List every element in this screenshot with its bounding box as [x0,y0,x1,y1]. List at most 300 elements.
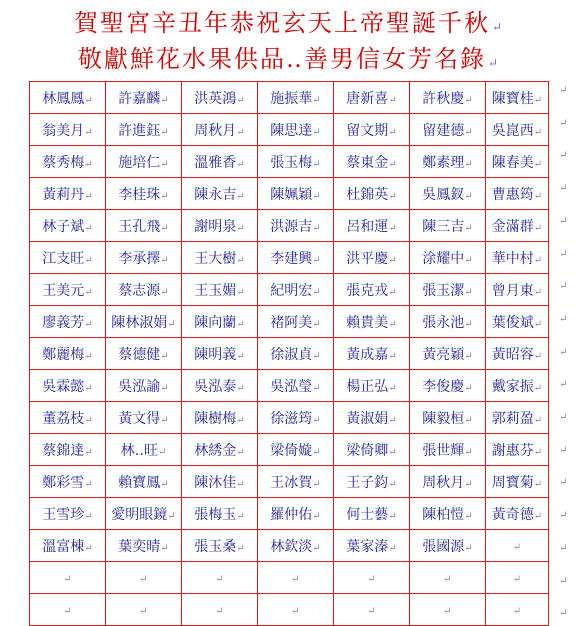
row-end-mark-icon: ↵ [559,248,568,260]
name-cell [486,114,549,146]
donor-name: 洪平慶 [346,250,389,267]
cell-end-mark-icon: ↵ [388,126,397,138]
cell-end-mark-icon: ↵ [160,254,169,266]
cell-end-mark-icon: ↵ [512,605,522,617]
donor-name: 周寶菊 [491,474,534,491]
name-cell [410,242,486,274]
cell-end-mark-icon: ↵ [388,94,397,106]
cell-end-mark-icon: ↵ [533,94,543,106]
name-cell [106,402,182,434]
name-cell [30,434,106,466]
name-cell [334,370,410,402]
donor-name: 王雪珍 [42,506,85,523]
donor-name: 王孔飛 [118,218,161,235]
name-cell [486,210,549,242]
row-end-mark-icon: ↵ [559,150,568,162]
name-cell [30,466,106,498]
table-row [30,82,549,114]
row-end-mark-icon: ↵ [559,313,568,325]
name-cell [334,498,410,530]
document-title-line-2 [0,44,576,78]
row-end-mark-icon: ↵ [559,379,568,391]
cell-end-mark-icon: ↵ [312,350,321,362]
cell-end-mark-icon: ↵ [215,573,224,585]
cell-end-mark-icon: ↵ [533,286,543,298]
cell-end-mark-icon: ↵ [84,350,93,362]
cell-end-mark-icon: ↵ [388,446,397,458]
row-end-mark-icon: ↵ [559,542,568,554]
name-cell [106,594,182,626]
donor-name: 張玉桑 [194,538,237,555]
name-cell [106,306,182,338]
name-cell [410,82,486,114]
name-cell [334,210,410,242]
donor-name: 戴家振 [491,378,534,395]
name-cell [486,434,549,466]
name-cell [258,306,334,338]
name-cell [258,402,334,434]
cell-end-mark-icon: ↵ [160,222,169,234]
name-cell [334,242,410,274]
table-row [30,306,549,338]
cell-end-mark-icon: ↵ [312,254,321,266]
cell-end-mark-icon: ↵ [160,158,169,170]
cell-end-mark-icon: ↵ [160,414,169,426]
donor-name: 陳沐佳 [194,474,237,491]
cell-end-mark-icon: ↵ [443,605,452,617]
name-cell [106,338,182,370]
donor-name: 王玉媚 [194,282,237,299]
name-cell [486,466,549,498]
name-cell [334,306,410,338]
name-cell [410,434,486,466]
donor-name: 張國源 [422,538,465,555]
cell-end-mark-icon: ↵ [236,510,245,522]
row-end-mark-icon: ↵ [559,477,568,489]
table-row [30,466,549,498]
name-cell [182,594,258,626]
donor-name: 洪英鴻 [194,90,237,107]
cell-end-mark-icon: ↵ [160,350,169,362]
name-cell [410,306,486,338]
cell-end-mark-icon: ↵ [236,158,245,170]
name-cell [334,146,410,178]
name-cell [30,146,106,178]
cell-end-mark-icon: ↵ [236,446,245,458]
cell-end-mark-icon: ↵ [512,573,522,585]
cell-end-mark-icon: ↵ [84,222,93,234]
donor-name: 黃亮穎 [422,346,465,363]
donor-name: 林欽淡 [270,538,313,555]
name-cell [410,210,486,242]
row-end-mark-icon: ↵ [559,281,568,293]
cell-end-mark-icon: ↵ [84,318,93,330]
donor-name: 林綉金 [194,442,237,459]
row-end-mark-icon: ↵ [559,608,568,620]
name-cell [410,146,486,178]
donor-name: 董荔枝 [42,410,85,427]
name-cell [486,338,549,370]
donor-name: 梁倚卿 [346,442,389,459]
cell-end-mark-icon: ↵ [236,222,245,234]
name-cell [258,530,334,562]
cell-end-mark-icon: ↵ [139,605,148,617]
cell-end-mark-icon: ↵ [312,414,321,426]
donor-name: 徐淑貞 [270,346,313,363]
donor-name: 許嘉麟 [118,90,161,107]
donor-name: 吳泓泰 [194,378,237,395]
name-cell [258,338,334,370]
cell-end-mark-icon: ↵ [312,158,321,170]
donor-name: 鄭素理 [422,154,465,171]
cell-end-mark-icon: ↵ [84,158,93,170]
donor-name: 華中村 [491,250,534,267]
cell-end-mark-icon: ↵ [160,382,169,394]
name-cell [258,370,334,402]
table-row [30,434,549,466]
name-cell [106,242,182,274]
donor-name: 王子鈞 [346,474,389,491]
name-cell [182,562,258,594]
cell-end-mark-icon: ↵ [464,254,473,266]
donor-name: 溫富棟 [42,538,85,555]
name-cell [410,370,486,402]
donor-name: 王大樹 [194,250,237,267]
donor-name: 羅仲佑 [270,506,313,523]
name-cell [258,146,334,178]
cell-end-mark-icon: ↵ [533,446,543,458]
cell-end-mark-icon: ↵ [215,605,224,617]
donor-name: 張世輝 [422,442,465,459]
cell-end-mark-icon: ↵ [291,573,300,585]
donor-name: 紀明宏 [270,282,313,299]
donor-name: 蔡秀梅 [42,154,85,171]
cell-end-mark-icon: ↵ [84,286,93,298]
paragraph-mark-icon: ↵ [487,56,499,70]
name-cell [258,242,334,274]
name-cell [334,402,410,434]
table-row [30,114,549,146]
name-cell [182,338,258,370]
table-row [30,146,549,178]
donor-name: 賴寶鳳 [118,474,161,491]
table-row [30,562,549,594]
cell-end-mark-icon: ↵ [139,573,148,585]
name-cell [30,594,106,626]
cell-end-mark-icon: ↵ [464,478,473,490]
donor-name: 吳泓諭 [118,378,161,395]
name-cell [30,242,106,274]
name-cell [30,498,106,530]
table-row [30,242,549,274]
cell-end-mark-icon: ↵ [236,318,245,330]
name-cell [486,178,549,210]
name-cell [106,114,182,146]
name-cell [410,498,486,530]
table-row [30,530,549,562]
donor-name: 林鳳鳳 [42,90,85,107]
name-cell [30,338,106,370]
name-cell [258,498,334,530]
donor-name: 廖義芳 [42,314,85,331]
donor-name: 陳姵穎 [270,186,313,203]
donor-name: 鄭麗梅 [42,346,85,363]
donor-name: 蔡德健 [118,346,161,363]
cell-end-mark-icon: ↵ [464,286,473,298]
cell-end-mark-icon: ↵ [84,414,93,426]
name-cell [486,498,549,530]
cell-end-mark-icon: ↵ [464,94,473,106]
name-cell [182,530,258,562]
table-row [30,338,549,370]
donor-name: 蔡東金 [346,154,389,171]
donor-name: 褚阿美 [270,314,313,331]
name-cell [258,274,334,306]
name-cell [182,306,258,338]
cell-end-mark-icon: ↵ [443,573,452,585]
name-cell [30,370,106,402]
row-end-mark-icon: ↵ [559,412,568,423]
donor-name: 黃文得 [118,410,161,427]
cell-end-mark-icon: ↵ [236,286,245,298]
name-cell [30,402,106,434]
cell-end-mark-icon: ↵ [464,190,473,202]
name-cell [30,114,106,146]
cell-end-mark-icon: ↵ [464,446,473,458]
donor-name: 吳崑西 [491,122,534,139]
title-line-2-text: 敬獻鮮花水果供品‥善男信女芳名錄 [77,45,486,73]
donor-name: 張梅玉 [194,506,237,523]
donor-name: 周秋月 [422,474,465,491]
donor-name: 蔡志源 [118,282,161,299]
name-cell [106,370,182,402]
cell-end-mark-icon: ↵ [388,382,397,394]
name-cell [30,178,106,210]
cell-end-mark-icon: ↵ [160,478,169,490]
name-cell [106,562,182,594]
name-cell [410,466,486,498]
cell-end-mark-icon: ↵ [464,542,473,554]
donor-name: 施培仁 [118,154,161,171]
name-cell [30,306,106,338]
name-cell [182,466,258,498]
name-cell [410,594,486,626]
name-cell [334,114,410,146]
table-row [30,498,549,530]
donor-name: 吳泓瑩 [270,378,313,395]
cell-end-mark-icon: ↵ [533,158,543,170]
name-cell [258,466,334,498]
name-cell [182,210,258,242]
cell-end-mark-icon: ↵ [367,605,376,617]
cell-end-mark-icon: ↵ [464,222,473,234]
donor-name: 陳春美 [491,154,534,171]
cell-end-mark-icon: ↵ [160,190,169,202]
name-cell [182,242,258,274]
donor-name: 林‥旺 [120,442,158,459]
donor-name: 陳明義 [194,346,237,363]
cell-end-mark-icon: ↵ [388,286,397,298]
donor-roster-table [29,81,549,626]
name-cell [486,594,549,626]
cell-end-mark-icon: ↵ [84,478,93,490]
name-cell [410,338,486,370]
table-row [30,210,549,242]
cell-end-mark-icon: ↵ [388,478,397,490]
row-end-mark-icon: ↵ [559,85,568,96]
table-row [30,178,549,210]
table-row [30,370,549,402]
cell-end-mark-icon: ↵ [84,542,93,554]
name-cell [486,146,549,178]
donor-name: 吳鳳釵 [422,186,465,203]
name-cell [106,82,182,114]
donor-name: 呂和運 [346,218,389,235]
cell-end-mark-icon: ↵ [63,573,72,585]
name-cell [486,82,549,114]
cell-end-mark-icon: ↵ [464,350,473,362]
cell-end-mark-icon: ↵ [160,126,169,138]
cell-end-mark-icon: ↵ [464,382,473,394]
name-cell [182,370,258,402]
donor-name: 賴貴美 [346,314,389,331]
cell-end-mark-icon: ↵ [464,318,473,330]
cell-end-mark-icon: ↵ [236,190,245,202]
donor-name: 黃昭容 [491,346,534,363]
donor-name: 陳思達 [270,122,313,139]
name-cell [30,82,106,114]
cell-end-mark-icon: ↵ [533,254,543,266]
donor-name: 葉奕晴 [118,538,161,555]
cell-end-mark-icon: ↵ [464,510,473,522]
cell-end-mark-icon: ↵ [312,542,321,554]
cell-end-mark-icon: ↵ [388,158,397,170]
cell-end-mark-icon: ↵ [236,126,245,138]
name-cell [30,274,106,306]
name-cell [30,530,106,562]
donor-name: 黃莉丹 [42,186,85,203]
cell-end-mark-icon: ↵ [312,478,321,490]
cell-end-mark-icon: ↵ [312,510,321,522]
donor-name: 留文期 [346,122,389,139]
donor-name: 張克戎 [346,282,389,299]
cell-end-mark-icon: ↵ [84,446,93,458]
cell-end-mark-icon: ↵ [388,190,397,202]
cell-end-mark-icon: ↵ [388,350,397,362]
donor-name: 江支旺 [42,250,85,267]
donor-name: 陳永吉 [194,186,237,203]
cell-end-mark-icon: ↵ [512,541,522,553]
name-cell [410,274,486,306]
donor-name: 黃成嘉 [346,346,389,363]
cell-end-mark-icon: ↵ [533,510,543,522]
donor-name: 陳寶桂 [491,90,534,107]
name-cell [486,562,549,594]
donor-name: 許秋慶 [422,90,465,107]
cell-end-mark-icon: ↵ [312,126,321,138]
name-cell [486,530,549,562]
name-cell [334,338,410,370]
name-cell [106,466,182,498]
cell-end-mark-icon: ↵ [533,190,543,202]
name-cell [106,146,182,178]
donor-name: 涂耀中 [422,250,465,267]
document-title-line-1 [0,8,576,42]
name-cell [486,306,549,338]
donor-name: 金滿群 [491,218,534,235]
donor-name: 梁倚嫙 [270,442,313,459]
donor-name: 李建興 [270,250,313,267]
cell-end-mark-icon: ↵ [533,382,543,394]
name-cell [182,178,258,210]
cell-end-mark-icon: ↵ [388,510,397,522]
donor-name: 王冰賀 [270,474,313,491]
name-cell [410,114,486,146]
name-cell [258,210,334,242]
name-cell [486,402,549,434]
row-end-mark-icon: ↵ [559,346,568,358]
name-cell [182,146,258,178]
name-cell [182,402,258,434]
name-cell [182,82,258,114]
cell-end-mark-icon: ↵ [84,190,93,202]
donor-name: 洪源吉 [270,218,313,235]
donor-name: 黃奇德 [491,506,534,523]
donor-name: 陳向蘭 [194,314,237,331]
donor-name: 張永池 [422,314,465,331]
name-cell [486,274,549,306]
cell-end-mark-icon: ↵ [533,414,543,426]
donor-name: 翁美月 [42,122,85,139]
paragraph-mark-icon: ↵ [491,20,503,34]
donor-name: 葉家溱 [346,538,389,555]
row-end-mark-icon: ↵ [559,183,568,195]
donor-name: 曾月東 [491,282,534,299]
cell-end-mark-icon: ↵ [312,318,321,330]
cell-end-mark-icon: ↵ [533,126,543,138]
donor-name: 施振華 [270,90,313,107]
donor-name: 曹惠筠 [491,186,534,203]
donor-name: 何士藝 [346,506,389,523]
donor-name: 謝惠芬 [491,442,534,459]
name-cell [106,274,182,306]
name-cell [258,178,334,210]
name-cell [182,114,258,146]
cell-end-mark-icon: ↵ [312,190,321,202]
name-cell [258,562,334,594]
cell-end-mark-icon: ↵ [291,605,300,617]
cell-end-mark-icon: ↵ [533,318,543,330]
cell-end-mark-icon: ↵ [157,446,167,458]
cell-end-mark-icon: ↵ [533,222,543,234]
cell-end-mark-icon: ↵ [236,542,245,554]
name-cell [30,210,106,242]
name-cell [106,434,182,466]
donor-name: 陳林淑娟 [111,314,168,331]
name-cell [334,530,410,562]
name-cell [410,178,486,210]
donor-name: 張玉潔 [422,282,465,299]
cell-end-mark-icon: ↵ [236,382,245,394]
name-cell [486,242,549,274]
row-end-mark-icon: ↵ [559,444,568,456]
cell-end-mark-icon: ↵ [236,254,245,266]
row-end-mark-icon: ↵ [559,575,568,587]
cell-end-mark-icon: ↵ [388,318,397,330]
cell-end-mark-icon: ↵ [388,542,397,554]
cell-end-mark-icon: ↵ [388,254,397,266]
cell-end-mark-icon: ↵ [160,94,169,106]
